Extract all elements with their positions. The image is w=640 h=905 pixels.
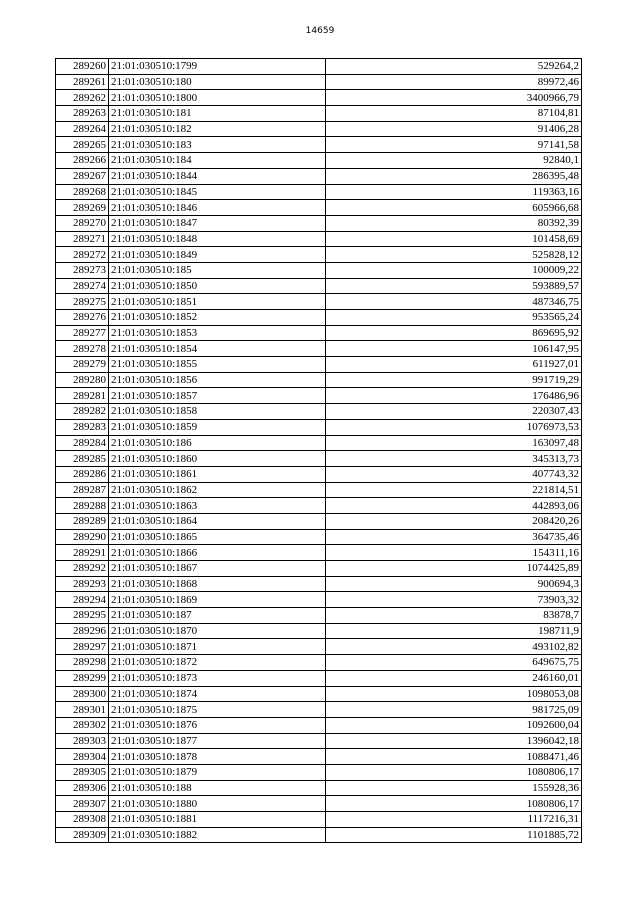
table-row <box>56 466 582 482</box>
table-row <box>56 357 582 373</box>
cadastral-value-cell: 92840,1 <box>326 153 582 169</box>
row-number-cell: 289280 <box>56 372 109 388</box>
cadastral-number-cell: 21:01:030510:1864 <box>109 513 326 529</box>
cadastral-number-cell: 21:01:030510:187 <box>109 608 326 624</box>
table-row <box>56 686 582 702</box>
table-row <box>56 184 582 200</box>
cadastral-value-cell: 593889,57 <box>326 278 582 294</box>
table-row <box>56 419 582 435</box>
cadastral-number-cell: 21:01:030510:1880 <box>109 796 326 812</box>
row-number-cell: 289298 <box>56 655 109 671</box>
cadastral-value-cell: 83878,7 <box>326 608 582 624</box>
cadastral-number-cell: 21:01:030510:1870 <box>109 623 326 639</box>
cadastral-number-cell: 21:01:030510:1862 <box>109 482 326 498</box>
cadastral-value-cell: 1088471,46 <box>326 749 582 765</box>
table-row <box>56 231 582 247</box>
page-number: 14659 <box>305 26 335 36</box>
row-number-cell: 289286 <box>56 466 109 482</box>
row-number-cell: 289264 <box>56 121 109 137</box>
cadastral-value-cell: 407743,32 <box>326 466 582 482</box>
row-number-cell: 289270 <box>56 215 109 231</box>
table-row <box>56 545 582 561</box>
cadastral-value-cell: 73903,32 <box>326 592 582 608</box>
cadastral-number-cell: 21:01:030510:1854 <box>109 341 326 357</box>
cadastral-value-cell: 80392,39 <box>326 215 582 231</box>
row-number-cell: 289282 <box>56 404 109 420</box>
cadastral-number-cell: 21:01:030510:1879 <box>109 764 326 780</box>
cadastral-number-cell: 21:01:030510:1855 <box>109 357 326 373</box>
row-number-cell: 289290 <box>56 529 109 545</box>
table-row <box>56 121 582 137</box>
cadastral-value-cell: 611927,01 <box>326 357 582 373</box>
cadastral-number-cell: 21:01:030510:182 <box>109 121 326 137</box>
row-number-cell: 289285 <box>56 451 109 467</box>
cadastral-value-cell: 106147,95 <box>326 341 582 357</box>
table-row <box>56 655 582 671</box>
cadastral-number-cell: 21:01:030510:1875 <box>109 702 326 718</box>
cadastral-number-cell: 21:01:030510:1863 <box>109 498 326 514</box>
table-row <box>56 529 582 545</box>
row-number-cell: 289295 <box>56 608 109 624</box>
table-row <box>56 827 582 843</box>
cadastral-number-cell: 21:01:030510:1850 <box>109 278 326 294</box>
cadastral-value-cell: 493102,82 <box>326 639 582 655</box>
cadastral-value-cell: 155928,36 <box>326 780 582 796</box>
table-row <box>56 325 582 341</box>
table-row <box>56 576 582 592</box>
cadastral-value-cell: 208420,26 <box>326 513 582 529</box>
cadastral-value-table <box>55 58 582 843</box>
cadastral-value-cell: 364735,46 <box>326 529 582 545</box>
row-number-cell: 289260 <box>56 59 109 75</box>
row-number-cell: 289278 <box>56 341 109 357</box>
cadastral-value-cell: 1101885,72 <box>326 827 582 843</box>
cadastral-number-cell: 21:01:030510:1882 <box>109 827 326 843</box>
cadastral-value-cell: 3400966,79 <box>326 90 582 106</box>
row-number-cell: 289267 <box>56 168 109 184</box>
cadastral-number-cell: 21:01:030510:1858 <box>109 404 326 420</box>
row-number-cell: 289262 <box>56 90 109 106</box>
row-number-cell: 289289 <box>56 513 109 529</box>
row-number-cell: 289308 <box>56 812 109 828</box>
row-number-cell: 289303 <box>56 733 109 749</box>
cadastral-value-cell: 1080806,17 <box>326 764 582 780</box>
cadastral-value-cell: 442893,06 <box>326 498 582 514</box>
table-row <box>56 780 582 796</box>
table-row <box>56 796 582 812</box>
row-number-cell: 289266 <box>56 153 109 169</box>
row-number-cell: 289304 <box>56 749 109 765</box>
table-row <box>56 278 582 294</box>
cadastral-number-cell: 21:01:030510:1851 <box>109 294 326 310</box>
cadastral-number-cell: 21:01:030510:1866 <box>109 545 326 561</box>
table-row <box>56 451 582 467</box>
row-number-cell: 289274 <box>56 278 109 294</box>
table-row <box>56 561 582 577</box>
cadastral-value-cell: 91406,28 <box>326 121 582 137</box>
row-number-cell: 289281 <box>56 388 109 404</box>
cadastral-number-cell: 21:01:030510:1869 <box>109 592 326 608</box>
cadastral-value-cell: 991719,29 <box>326 372 582 388</box>
row-number-cell: 289294 <box>56 592 109 608</box>
table-row <box>56 341 582 357</box>
cadastral-value-cell: 869695,92 <box>326 325 582 341</box>
cadastral-number-cell: 21:01:030510:1868 <box>109 576 326 592</box>
row-number-cell: 289301 <box>56 702 109 718</box>
table-row <box>56 247 582 263</box>
cadastral-value-cell: 649675,75 <box>326 655 582 671</box>
row-number-cell: 289297 <box>56 639 109 655</box>
cadastral-number-cell: 21:01:030510:1856 <box>109 372 326 388</box>
table-row <box>56 200 582 216</box>
table-row <box>56 404 582 420</box>
table-row <box>56 482 582 498</box>
cadastral-number-cell: 21:01:030510:1848 <box>109 231 326 247</box>
cadastral-value-cell: 101458,69 <box>326 231 582 247</box>
row-number-cell: 289263 <box>56 106 109 122</box>
cadastral-value-cell: 1092600,04 <box>326 717 582 733</box>
table-body <box>56 59 582 843</box>
cadastral-number-cell: 21:01:030510:1867 <box>109 561 326 577</box>
row-number-cell: 289306 <box>56 780 109 796</box>
table-row <box>56 310 582 326</box>
cadastral-value-cell: 89972,46 <box>326 74 582 90</box>
cadastral-number-cell: 21:01:030510:185 <box>109 262 326 278</box>
row-number-cell: 289276 <box>56 310 109 326</box>
row-number-cell: 289293 <box>56 576 109 592</box>
cadastral-value-cell: 1396042,18 <box>326 733 582 749</box>
cadastral-value-cell: 286395,48 <box>326 168 582 184</box>
table-row <box>56 90 582 106</box>
cadastral-value-cell: 154311,16 <box>326 545 582 561</box>
cadastral-number-cell: 21:01:030510:1878 <box>109 749 326 765</box>
cadastral-number-cell: 21:01:030510:1872 <box>109 655 326 671</box>
row-number-cell: 289299 <box>56 670 109 686</box>
row-number-cell: 289292 <box>56 561 109 577</box>
table-row <box>56 639 582 655</box>
cadastral-value-cell: 220307,43 <box>326 404 582 420</box>
row-number-cell: 289302 <box>56 717 109 733</box>
table-row <box>56 137 582 153</box>
row-number-cell: 289268 <box>56 184 109 200</box>
cadastral-number-cell: 21:01:030510:1846 <box>109 200 326 216</box>
cadastral-number-cell: 21:01:030510:1800 <box>109 90 326 106</box>
cadastral-value-cell: 529264,2 <box>326 59 582 75</box>
table-row <box>56 764 582 780</box>
cadastral-number-cell: 21:01:030510:1871 <box>109 639 326 655</box>
cadastral-number-cell: 21:01:030510:1874 <box>109 686 326 702</box>
cadastral-number-cell: 21:01:030510:1852 <box>109 310 326 326</box>
row-number-cell: 289261 <box>56 74 109 90</box>
row-number-cell: 289287 <box>56 482 109 498</box>
cadastral-value-cell: 1117216,31 <box>326 812 582 828</box>
cadastral-value-cell: 119363,16 <box>326 184 582 200</box>
cadastral-value-cell: 87104,81 <box>326 106 582 122</box>
cadastral-number-cell: 21:01:030510:1853 <box>109 325 326 341</box>
table-row <box>56 749 582 765</box>
cadastral-number-cell: 21:01:030510:1881 <box>109 812 326 828</box>
table-row <box>56 388 582 404</box>
cadastral-number-cell: 21:01:030510:184 <box>109 153 326 169</box>
cadastral-value-cell: 605966,68 <box>326 200 582 216</box>
table-row <box>56 812 582 828</box>
table-row <box>56 59 582 75</box>
row-number-cell: 289279 <box>56 357 109 373</box>
cadastral-value-cell: 1080806,17 <box>326 796 582 812</box>
cadastral-number-cell: 21:01:030510:1873 <box>109 670 326 686</box>
cadastral-value-cell: 981725,09 <box>326 702 582 718</box>
cadastral-value-cell: 953565,24 <box>326 310 582 326</box>
table-row <box>56 733 582 749</box>
cadastral-value-cell: 487346,75 <box>326 294 582 310</box>
table-row <box>56 372 582 388</box>
cadastral-number-cell: 21:01:030510:1799 <box>109 59 326 75</box>
cadastral-number-cell: 21:01:030510:1845 <box>109 184 326 200</box>
cadastral-number-cell: 21:01:030510:1857 <box>109 388 326 404</box>
cadastral-number-cell: 21:01:030510:1849 <box>109 247 326 263</box>
cadastral-value-cell: 345313,73 <box>326 451 582 467</box>
cadastral-value-cell: 525828,12 <box>326 247 582 263</box>
cadastral-number-cell: 21:01:030510:1876 <box>109 717 326 733</box>
row-number-cell: 289288 <box>56 498 109 514</box>
cadastral-value-cell: 163097,48 <box>326 435 582 451</box>
cadastral-value-cell: 1098053,08 <box>326 686 582 702</box>
cadastral-number-cell: 21:01:030510:1865 <box>109 529 326 545</box>
table-row <box>56 717 582 733</box>
cadastral-number-cell: 21:01:030510:1860 <box>109 451 326 467</box>
cadastral-value-cell: 100009,22 <box>326 262 582 278</box>
cadastral-value-cell: 900694,3 <box>326 576 582 592</box>
table-row <box>56 74 582 90</box>
row-number-cell: 289300 <box>56 686 109 702</box>
table-row <box>56 623 582 639</box>
table-row <box>56 592 582 608</box>
cadastral-value-cell: 221814,51 <box>326 482 582 498</box>
cadastral-number-cell: 21:01:030510:186 <box>109 435 326 451</box>
table-row <box>56 106 582 122</box>
table-row <box>56 153 582 169</box>
cadastral-number-cell: 21:01:030510:1877 <box>109 733 326 749</box>
row-number-cell: 289307 <box>56 796 109 812</box>
cadastral-value-cell: 1076973,53 <box>326 419 582 435</box>
row-number-cell: 289271 <box>56 231 109 247</box>
row-number-cell: 289291 <box>56 545 109 561</box>
row-number-cell: 289283 <box>56 419 109 435</box>
table-row <box>56 670 582 686</box>
cadastral-value-cell: 1074425,89 <box>326 561 582 577</box>
cadastral-number-cell: 21:01:030510:1859 <box>109 419 326 435</box>
cadastral-value-cell: 176486,96 <box>326 388 582 404</box>
cadastral-number-cell: 21:01:030510:1844 <box>109 168 326 184</box>
cadastral-number-cell: 21:01:030510:180 <box>109 74 326 90</box>
row-number-cell: 289272 <box>56 247 109 263</box>
cadastral-value-cell: 246160,01 <box>326 670 582 686</box>
cadastral-number-cell: 21:01:030510:181 <box>109 106 326 122</box>
cadastral-number-cell: 21:01:030510:183 <box>109 137 326 153</box>
table-row <box>56 294 582 310</box>
table-row <box>56 608 582 624</box>
row-number-cell: 289277 <box>56 325 109 341</box>
row-number-cell: 289305 <box>56 764 109 780</box>
row-number-cell: 289309 <box>56 827 109 843</box>
cadastral-number-cell: 21:01:030510:1861 <box>109 466 326 482</box>
cadastral-value-cell: 198711,9 <box>326 623 582 639</box>
table-row <box>56 513 582 529</box>
row-number-cell: 289265 <box>56 137 109 153</box>
row-number-cell: 289273 <box>56 262 109 278</box>
row-number-cell: 289296 <box>56 623 109 639</box>
table-row <box>56 168 582 184</box>
row-number-cell: 289269 <box>56 200 109 216</box>
table-row <box>56 435 582 451</box>
table-row <box>56 262 582 278</box>
table-row <box>56 702 582 718</box>
cadastral-value-cell: 97141,58 <box>326 137 582 153</box>
row-number-cell: 289284 <box>56 435 109 451</box>
table-row <box>56 215 582 231</box>
row-number-cell: 289275 <box>56 294 109 310</box>
cadastral-number-cell: 21:01:030510:188 <box>109 780 326 796</box>
cadastral-number-cell: 21:01:030510:1847 <box>109 215 326 231</box>
table-row <box>56 498 582 514</box>
